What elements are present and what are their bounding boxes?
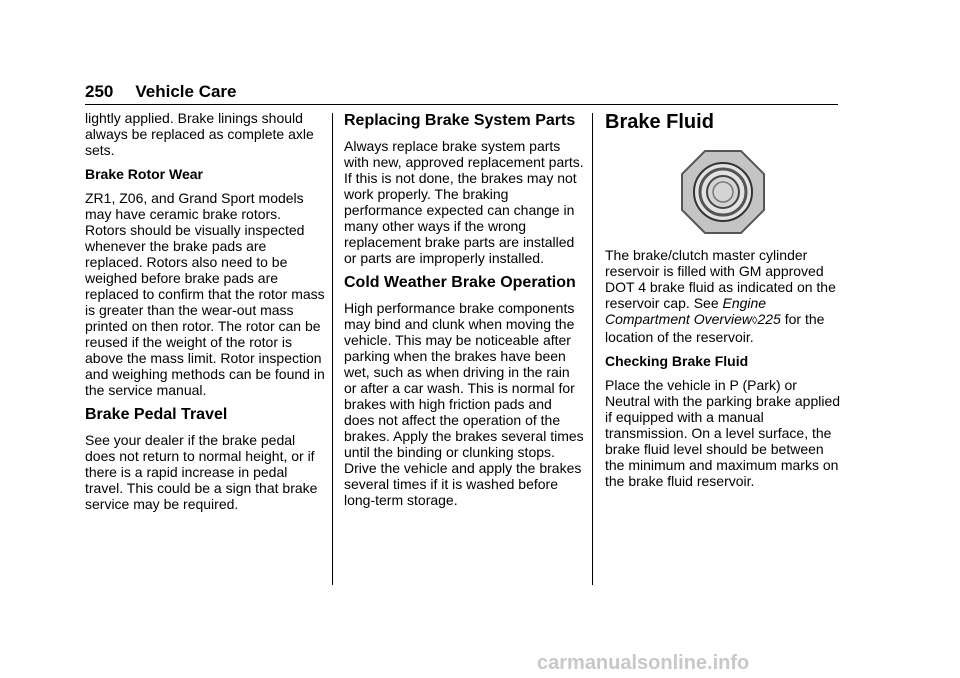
column-3 xyxy=(605,110,841,497)
section-title: Vehicle Care xyxy=(135,82,237,101)
page-ref-number[interactable]: 225 xyxy=(757,311,781,327)
paragraph-replacing-parts: Always replace brake system parts with new, approved replacement parts. If this is not done, the brakes may not work properly. The braking performance expected can change in many other ways if the wrong replacement brake parts are installed or parts are improperly installed. xyxy=(344,138,584,266)
watermark: carmanualsonline.info xyxy=(537,652,750,674)
heading-brake-rotor-wear: Brake Rotor Wear xyxy=(85,166,204,182)
paragraph-brake-fluid: The brake/clutch master cylinder reservoir is filled with GM approved DOT 4 brake fluid as indicated on the reservoir cap. See Engine Compartment Overview◊225 for the location of the reservoir. xyxy=(605,247,836,345)
page-ref-arrow-icon: ◊ xyxy=(752,315,758,327)
column-divider-1 xyxy=(332,113,333,585)
heading-cold-weather: Cold Weather Brake Operation xyxy=(344,274,576,291)
brake-fluid-cap-icon xyxy=(680,149,766,235)
heading-checking-brake-fluid: Checking Brake Fluid xyxy=(605,353,749,369)
paragraph-checking-fluid: Place the vehicle in P (Park) or Neutral with the parking brake applied if equipped with a manual transmission. On a level surface, the brake fluid level should be between the minimum and maximum marks on the brake fluid reservoir. xyxy=(605,377,841,489)
column-divider-2 xyxy=(592,113,593,585)
link-engine-compartment[interactable]: Engine Compartment Overview xyxy=(605,295,767,327)
paragraph-brake-linings: lightly applied. Brake linings should always be replaced as complete axle sets. xyxy=(85,110,314,158)
paragraph-cold-weather: High performance brake components may bind and clunk when moving the vehicle. This may be noticeable after parking when the brakes have been wet, such as when driving in the rain or after a car wash. This is normal for brakes with high friction pads and does not affect the operation of the brakes. Apply the brakes several times until the binding or clunking stops. Drive the vehicle and apply the brakes several times if it is washed before long-term storage. xyxy=(344,300,584,508)
heading-brake-pedal-travel: Brake Pedal Travel xyxy=(85,406,228,423)
heading-brake-fluid: Brake Fluid xyxy=(605,111,714,133)
paragraph-rotor-wear: ZR1, Z06, and Grand Sport models may have ceramic brake rotors. Rotors should be visually inspected whenever the brake pads are replaced. Rotors also need to be weighed before brake pads are replaced to confirm that the rotor mass is greater than the wear-out mass printed on then rotor. The rotor can be reused if the weight of the rotor is above the mass limit. Rotor inspection and weighing methods can be found in the service manual. xyxy=(85,190,325,398)
paragraph-pedal-travel: See your dealer if the brake pedal does not return to normal height, or if there is a rapid increase in pedal travel. This could be a sign that brake service may be required. xyxy=(85,432,318,512)
header-rule xyxy=(85,104,838,105)
heading-replacing-parts: Replacing Brake System Parts xyxy=(344,112,576,129)
column-1 xyxy=(85,110,325,520)
column-2 xyxy=(344,110,584,516)
page-header xyxy=(85,82,237,102)
page-number: 250 xyxy=(85,82,114,101)
brake-fluid-icon-container xyxy=(605,149,841,247)
